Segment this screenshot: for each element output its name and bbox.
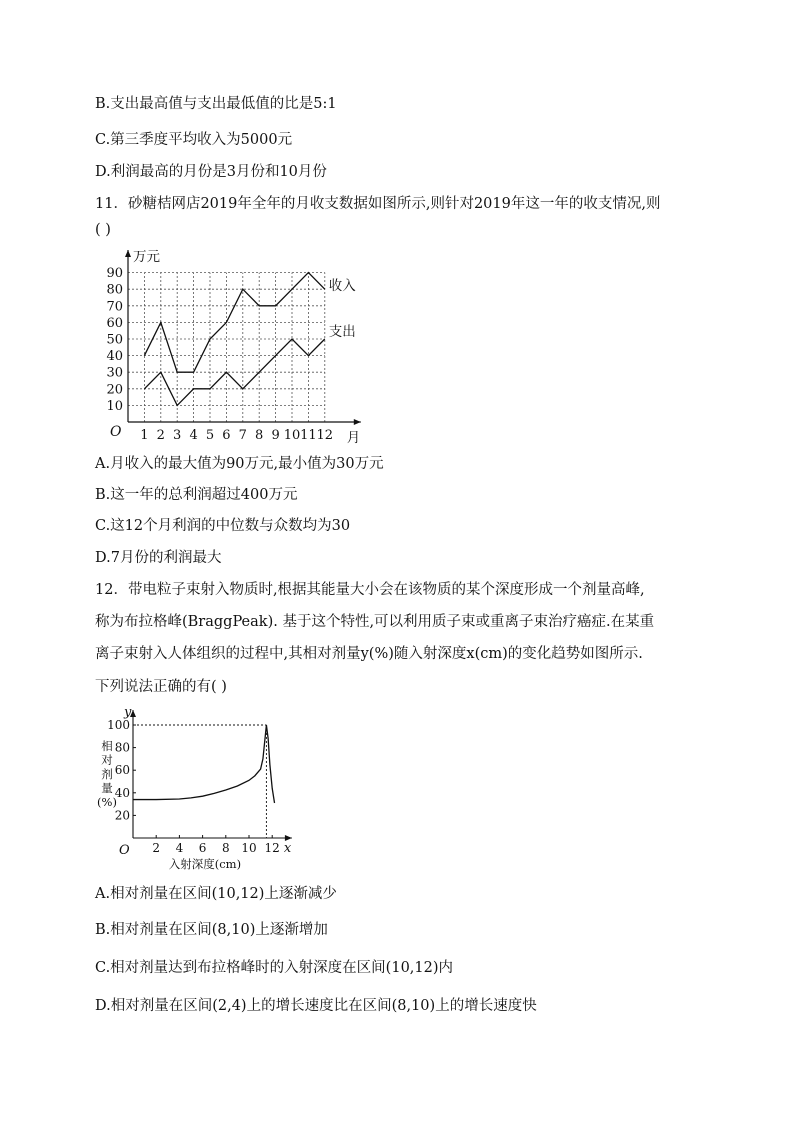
q12-stem-line2: 称为布拉格峰(BraggPeak). 基于这个特性,可以利用质子束或重离子束治疗癌症.在某重: [95, 614, 655, 630]
x-tick-label: 12: [316, 428, 334, 443]
y-tick-label: 60: [114, 763, 130, 778]
y-tick-label: 100: [107, 718, 130, 732]
q12-stem-line3: 离子束射入人体组织的过程中,其相对剂量y(%)随入射深度x(cm)的变化趋势如图所示.: [95, 646, 643, 662]
y-axis-side-label: 剂: [101, 767, 113, 781]
q10-option-b: B.支出最高值与支出最低值的比是5:1: [95, 96, 337, 112]
y-tick-label: 40: [106, 349, 123, 365]
q12-option-b: B.相对剂量在区间(8,10)上逐渐增加: [95, 922, 328, 938]
bragg-peak-chart: [95, 700, 315, 874]
q12-option-a: A.相对剂量在区间(10,12)上逐渐减少: [95, 886, 337, 902]
q12-stem-line1: 12．带电粒子束射入物质时,根据其能量大小会在该物质的某个深度形成一个剂量高峰,: [95, 582, 645, 598]
y-tick-label: 90: [106, 266, 123, 282]
y-axis-unit-label: 万元: [133, 249, 160, 265]
income-series-label: 收入: [328, 278, 356, 295]
x-tick-label: 8: [221, 841, 230, 855]
x-tick-label: 2: [152, 841, 161, 855]
expense-series-label: 支出: [328, 324, 356, 340]
q10-option-c: C.第三季度平均收入为5000元: [95, 132, 293, 148]
origin-label: O: [119, 843, 130, 858]
y-tick-label: 80: [106, 282, 123, 298]
y-axis-side-label: (%): [97, 795, 117, 809]
q11-stem-line1: 11．砂糖桔网店2019年全年的月收支数据如图所示,则针对2019年这一年的收支情况,则: [95, 196, 661, 212]
y-axis-label: y: [124, 705, 132, 720]
x-axis-description: 入射深度(cm): [168, 857, 242, 870]
y-tick-label: 10: [106, 398, 123, 414]
x-tick-label: 9: [271, 428, 280, 443]
y-axis-side-label: 量: [101, 781, 113, 795]
x-tick-label: 10: [283, 428, 301, 443]
y-tick-label: 70: [106, 299, 123, 315]
x-tick-label: 7: [238, 428, 247, 443]
q11-option-b: B.这一年的总利润超过400万元: [95, 487, 298, 503]
y-axis-side-label: 相: [101, 739, 113, 753]
q12-stem-line4: 下列说法正确的有( ): [95, 679, 227, 695]
x-tick-label: 6: [222, 428, 231, 443]
y-tick-label: 80: [114, 740, 130, 755]
dose-curve: [133, 725, 275, 803]
x-tick-label: 11: [300, 428, 317, 443]
x-tick-label: 6: [198, 841, 207, 855]
q11-stem-line2: ( ): [95, 222, 111, 238]
x-tick-label: 2: [156, 428, 165, 443]
y-axis-arrow: [125, 250, 131, 257]
q10-option-d: D.利润最高的月份是3月份和10月份: [95, 164, 327, 180]
x-tick-label: 5: [205, 428, 215, 443]
x-tick-label: 4: [189, 428, 198, 443]
y-tick-label: 50: [106, 332, 123, 348]
x-tick-label: 1: [140, 428, 149, 443]
x-tick-label: 3: [173, 428, 182, 443]
y-axis-side-label: 对: [101, 753, 113, 767]
x-axis-unit-label: 月: [346, 430, 361, 446]
q11-option-a: A.月收入的最大值为90万元,最小值为30万元: [95, 456, 384, 472]
x-tick-label: 8: [255, 428, 264, 443]
income-expense-chart: [95, 244, 375, 454]
x-tick-label: 12: [264, 841, 280, 855]
y-tick-label: 20: [106, 382, 123, 398]
q12-option-c: C.相对剂量达到布拉格峰时的入射深度在区间(10,12)内: [95, 960, 454, 976]
y-tick-label: 40: [114, 785, 130, 800]
q12-option-d: D.相对剂量在区间(2,4)上的增长速度比在区间(8,10)上的增长速度快: [95, 998, 537, 1014]
q11-option-c: C.这12个月利润的中位数与众数均为30: [95, 518, 351, 534]
y-tick-label: 30: [106, 365, 123, 381]
x-axis-label: x: [283, 841, 292, 856]
x-tick-label: 10: [241, 841, 257, 855]
x-axis-arrow: [354, 419, 361, 425]
x-tick-label: 4: [175, 841, 184, 855]
origin-label: O: [110, 424, 122, 440]
q11-option-d: D.7月份的利润最大: [95, 550, 222, 566]
y-tick-label: 20: [114, 808, 130, 823]
y-tick-label: 60: [106, 315, 123, 331]
